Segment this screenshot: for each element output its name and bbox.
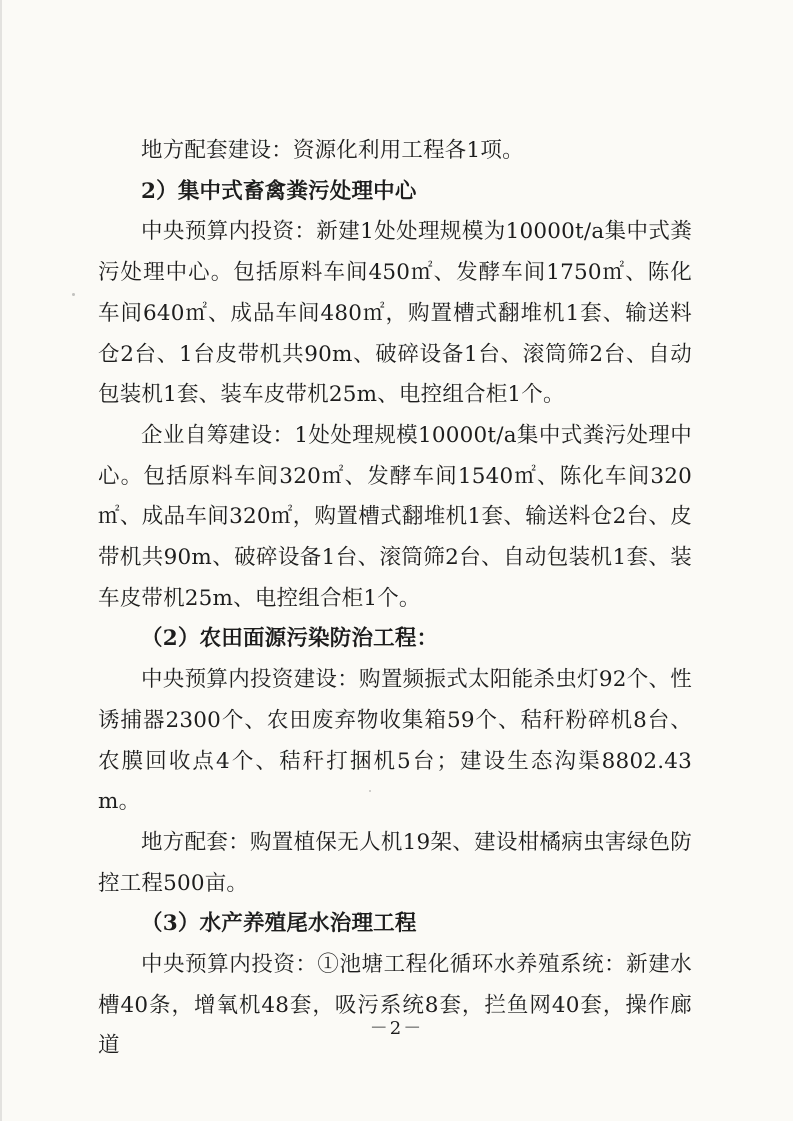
paragraph-farmland-local-supporting: 地方配套：购置植保无人机19架、建设柑橘病虫害绿色防控工程500亩。 [98, 829, 692, 896]
page-number: －2－ [369, 1018, 424, 1039]
document-body [98, 131, 692, 1067]
paragraph-central-budget-investment-center: 中央预算内投资：新建1处处理规模为10000t/a集中式粪污处理中心。包括原料车间450㎡、发酵车间1750㎡、陈化车间640㎡、成品车间480㎡，购置槽式翻堆机1套、输送料仓2台、1台皮带机共90m、破碎设备1台、滚筒筛2台、自动包装机1套、装车皮带机25m、电控组合柜1个。 [98, 219, 692, 408]
paragraph-enterprise-self-funded-construction: 企业自筹建设：1处处理规模10000t/a集中式粪污处理中心。包括原料车间320㎡、发酵车间1540㎡、陈化车间320㎡、成品车间320㎡，购置槽式翻堆机1套、输送料仓2台、皮带机共90m、破碎设备1台、滚筒筛2台、自动包装机1套、装车皮带机25m、电控组合柜1个。 [98, 422, 692, 611]
paragraph-aquaculture-central-budget-investment: 中央预算内投资：①池塘工程化循环水养殖系统：新建水槽40条，增氧机48套，吸污系统8套，拦鱼网40套，操作廊道 [98, 952, 692, 1059]
heading-aquaculture-tailwater-treatment: （3）水产养殖尾水治理工程 [141, 911, 417, 937]
paragraph-local-supporting-construction: 地方配套建设：资源化利用工程各1项。 [141, 138, 524, 163]
heading-centralized-livestock-manure-center: 2）集中式畜禽粪污处理中心 [141, 178, 417, 204]
paragraph-farmland-central-budget-investment: 中央预算内投资建设：购置频振式太阳能杀虫灯92个、性诱捕器2300个、农田废弃物收集箱59个、秸秆粉碎机8台、农膜回收点4个、秸秆打捆机5台；建设生态沟渠8802.43m。 [98, 667, 692, 815]
scan-edge-shadow [0, 0, 2, 1121]
heading-farmland-nonpoint-pollution: （2）农田面源污染防治工程： [141, 626, 439, 652]
scan-dot [72, 293, 75, 296]
